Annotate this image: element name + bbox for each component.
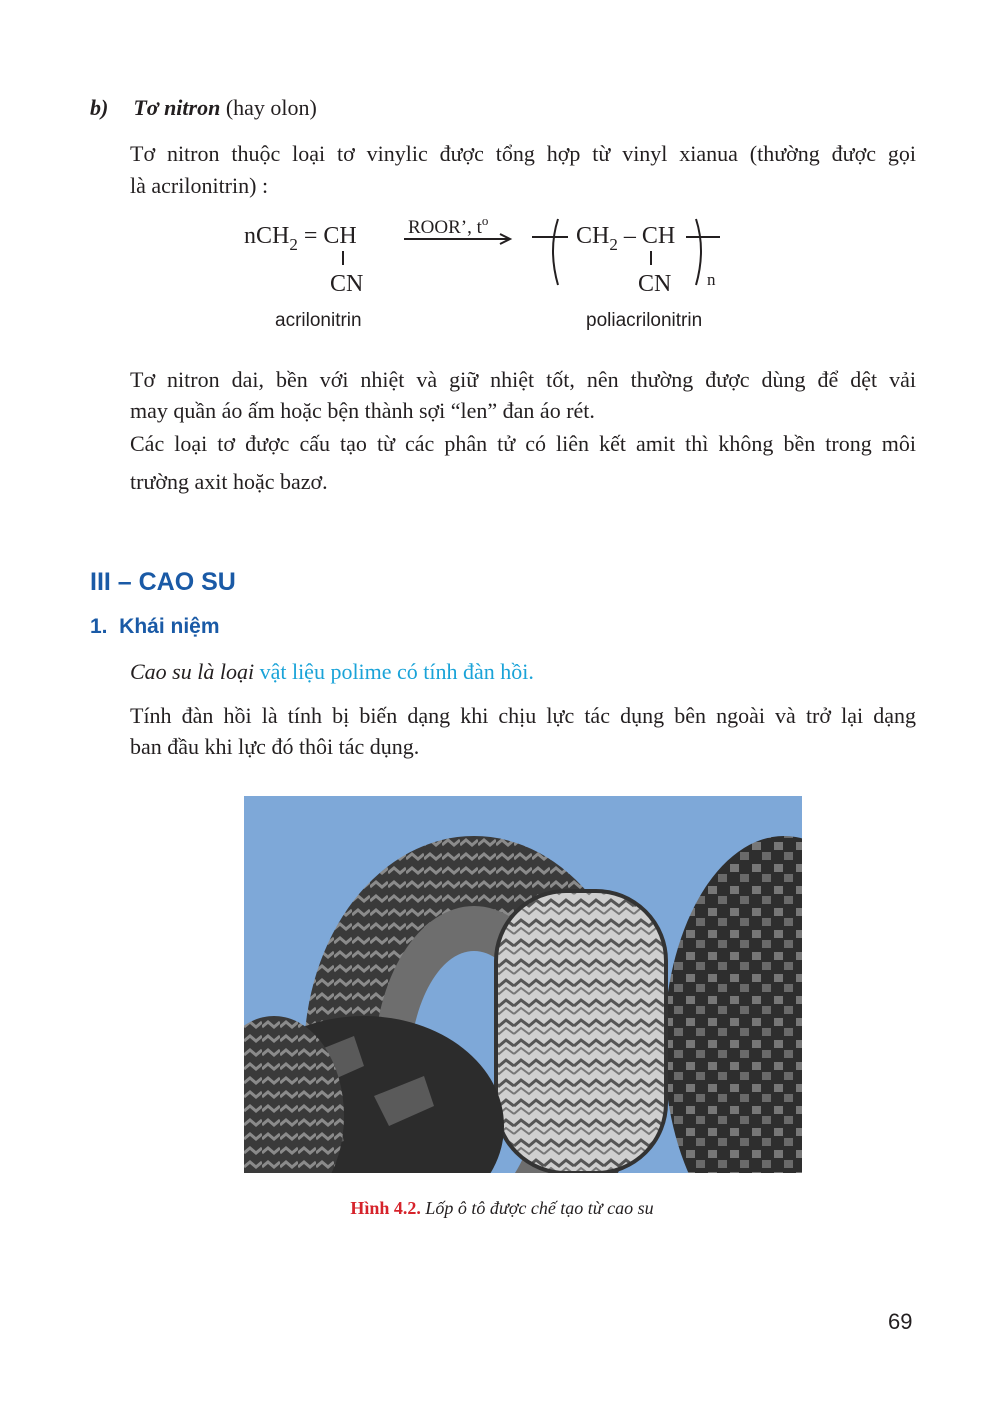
reactant-formula: nCH$_2$ = CH <box>244 223 357 254</box>
product-group: CN <box>638 271 672 297</box>
definition <box>130 656 916 688</box>
properties-line2: may quần áo ấm hoặc bện thành sợi “len” đan áo rét. <box>130 398 595 423</box>
page-number: 69 <box>888 1309 913 1334</box>
section-b-marker: b) <box>90 95 109 120</box>
amide-line2: trường axit hoặc bazơ. <box>130 469 328 494</box>
product-name: poliacrilonitrin <box>586 310 703 331</box>
section-b-title <box>90 92 920 124</box>
product-formula: $CH_2$ – CH <box>576 223 676 254</box>
elasticity-line2: ban đầu khi lực đó thôi tác dụng. <box>130 734 420 759</box>
tires-photo <box>244 796 802 1173</box>
left-bracket <box>553 219 558 285</box>
definition-highlight: vật liệu polime có tính đàn hồi. <box>259 659 534 684</box>
properties-line1: Tơ nitron dai, bền với nhiệt và giữ nhiệt tốt, nên thường được dùng để dệt vải <box>130 367 916 392</box>
section-b-title-bold: Tơ nitron <box>133 95 221 120</box>
reaction-condition: ROOR’, $t^o$ <box>408 213 489 238</box>
subsection-1-heading: 1. Khái niệm <box>90 615 220 638</box>
center-tire <box>496 891 666 1173</box>
amide-line1: Các loại tơ được cấu tạo từ các phân tử có liên kết amit thì không bền trong môi <box>130 431 916 456</box>
product-subscript-n: n <box>707 270 716 289</box>
intro-line2: là acrilonitrin) : <box>130 173 269 198</box>
right-bracket <box>696 219 701 285</box>
definition-italic: Cao su là loại <box>130 659 255 684</box>
intro-line1: Tơ nitron thuộc loại tơ vinylic được tổng hợp từ vinyl xianua (thường được gọi <box>130 141 916 166</box>
section-b-title-rest: (hay olon) <box>225 95 317 120</box>
section-iii-heading: III – CAO SU <box>90 568 236 596</box>
reactant-name: acrilonitrin <box>275 310 362 331</box>
figure-caption <box>0 1198 1004 1219</box>
figure-label: Hình 4.2. <box>350 1198 421 1218</box>
figure-caption-text: Lốp ô tô được chế tạo từ cao su <box>425 1198 654 1218</box>
elasticity-line1: Tính đàn hồi là tính bị biến dạng khi chịu lực tác dụng bên ngoài và trở lại dạng <box>130 703 916 728</box>
reactant-group: CN <box>330 271 364 297</box>
